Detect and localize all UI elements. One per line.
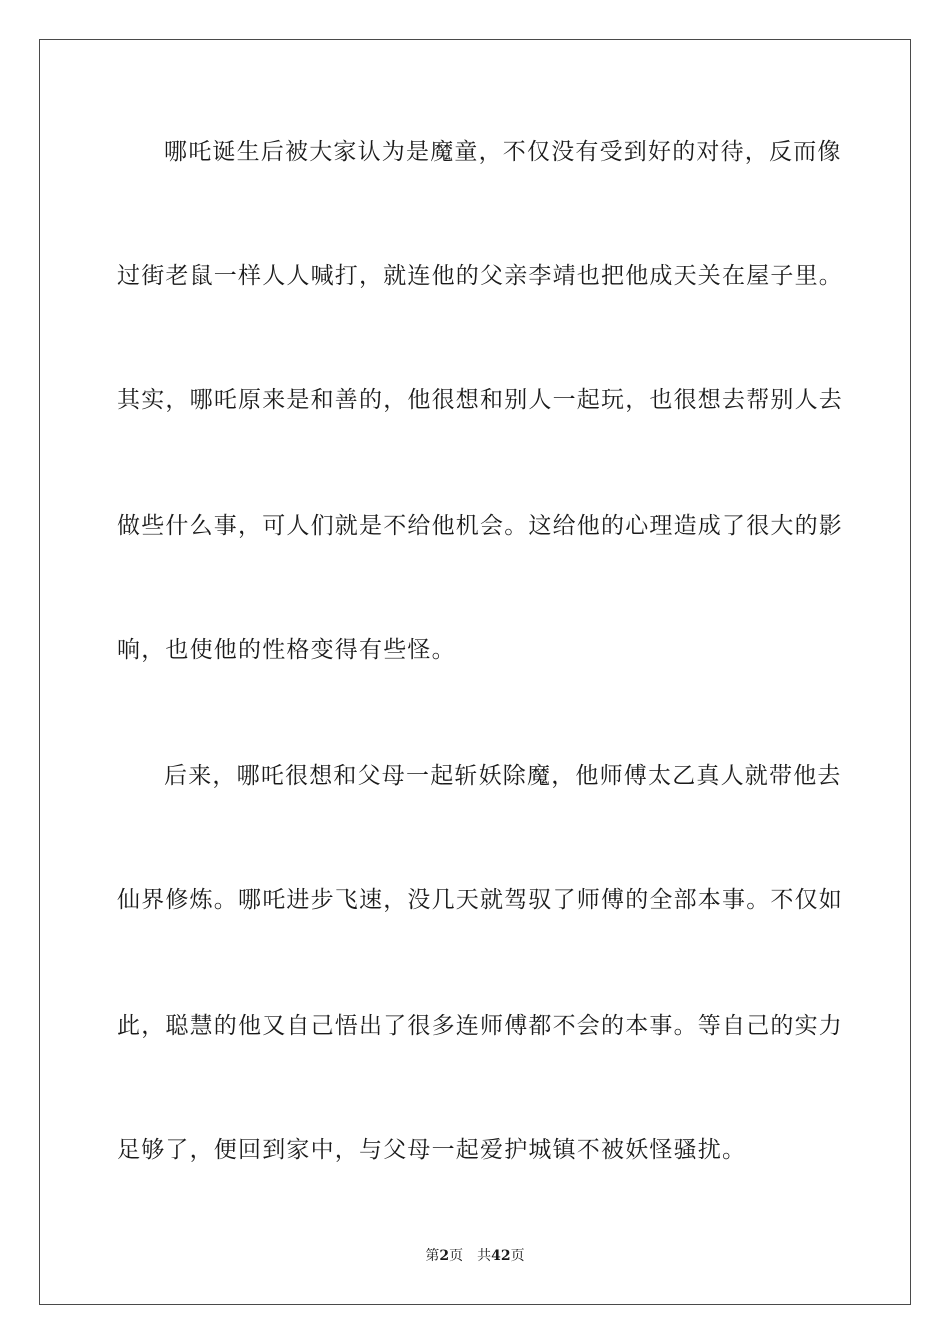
paragraph-1-line-2: 过街老鼠一样人人喊打，就连他的父亲李靖也把他成天关在屋子里。: [117, 263, 843, 289]
current-page-number: 2: [439, 1248, 450, 1264]
paragraph-2-line-3: 此，聪慧的他又自己悟出了很多连师傅都不会的本事。等自己的实力: [117, 1013, 843, 1039]
paragraph-1-line-3: 其实，哪吒原来是和善的，他很想和别人一起玩，也很想去帮别人去: [117, 387, 843, 413]
total-prefix: 共: [477, 1248, 492, 1264]
page-suffix: 页: [449, 1248, 464, 1264]
total-suffix: 页: [510, 1248, 525, 1264]
page-footer: [0, 1247, 950, 1265]
paragraph-2-line-2: 仙界修炼。哪吒进步飞速，没几天就驾驭了师傅的全部本事。不仅如: [117, 887, 843, 913]
total-pages-number: 42: [491, 1248, 511, 1264]
paragraph-1-line-5: 响，也使他的性格变得有些怪。: [117, 637, 456, 663]
paragraph-2-line-4: 足够了，便回到家中，与父母一起爱护城镇不被妖怪骚扰。: [117, 1137, 747, 1163]
page-prefix: 第: [425, 1248, 440, 1264]
page-border: [39, 39, 911, 1305]
paragraph-1-line-1: 哪吒诞生后被大家认为是魔童，不仅没有受到好的对待，反而像: [164, 139, 842, 165]
paragraph-2-line-1: 后来，哪吒很想和父母一起斩妖除魔，他师傅太乙真人就带他去: [164, 763, 842, 789]
paragraph-1-line-4: 做些什么事，可人们就是不给他机会。这给他的心理造成了很大的影: [117, 513, 843, 539]
